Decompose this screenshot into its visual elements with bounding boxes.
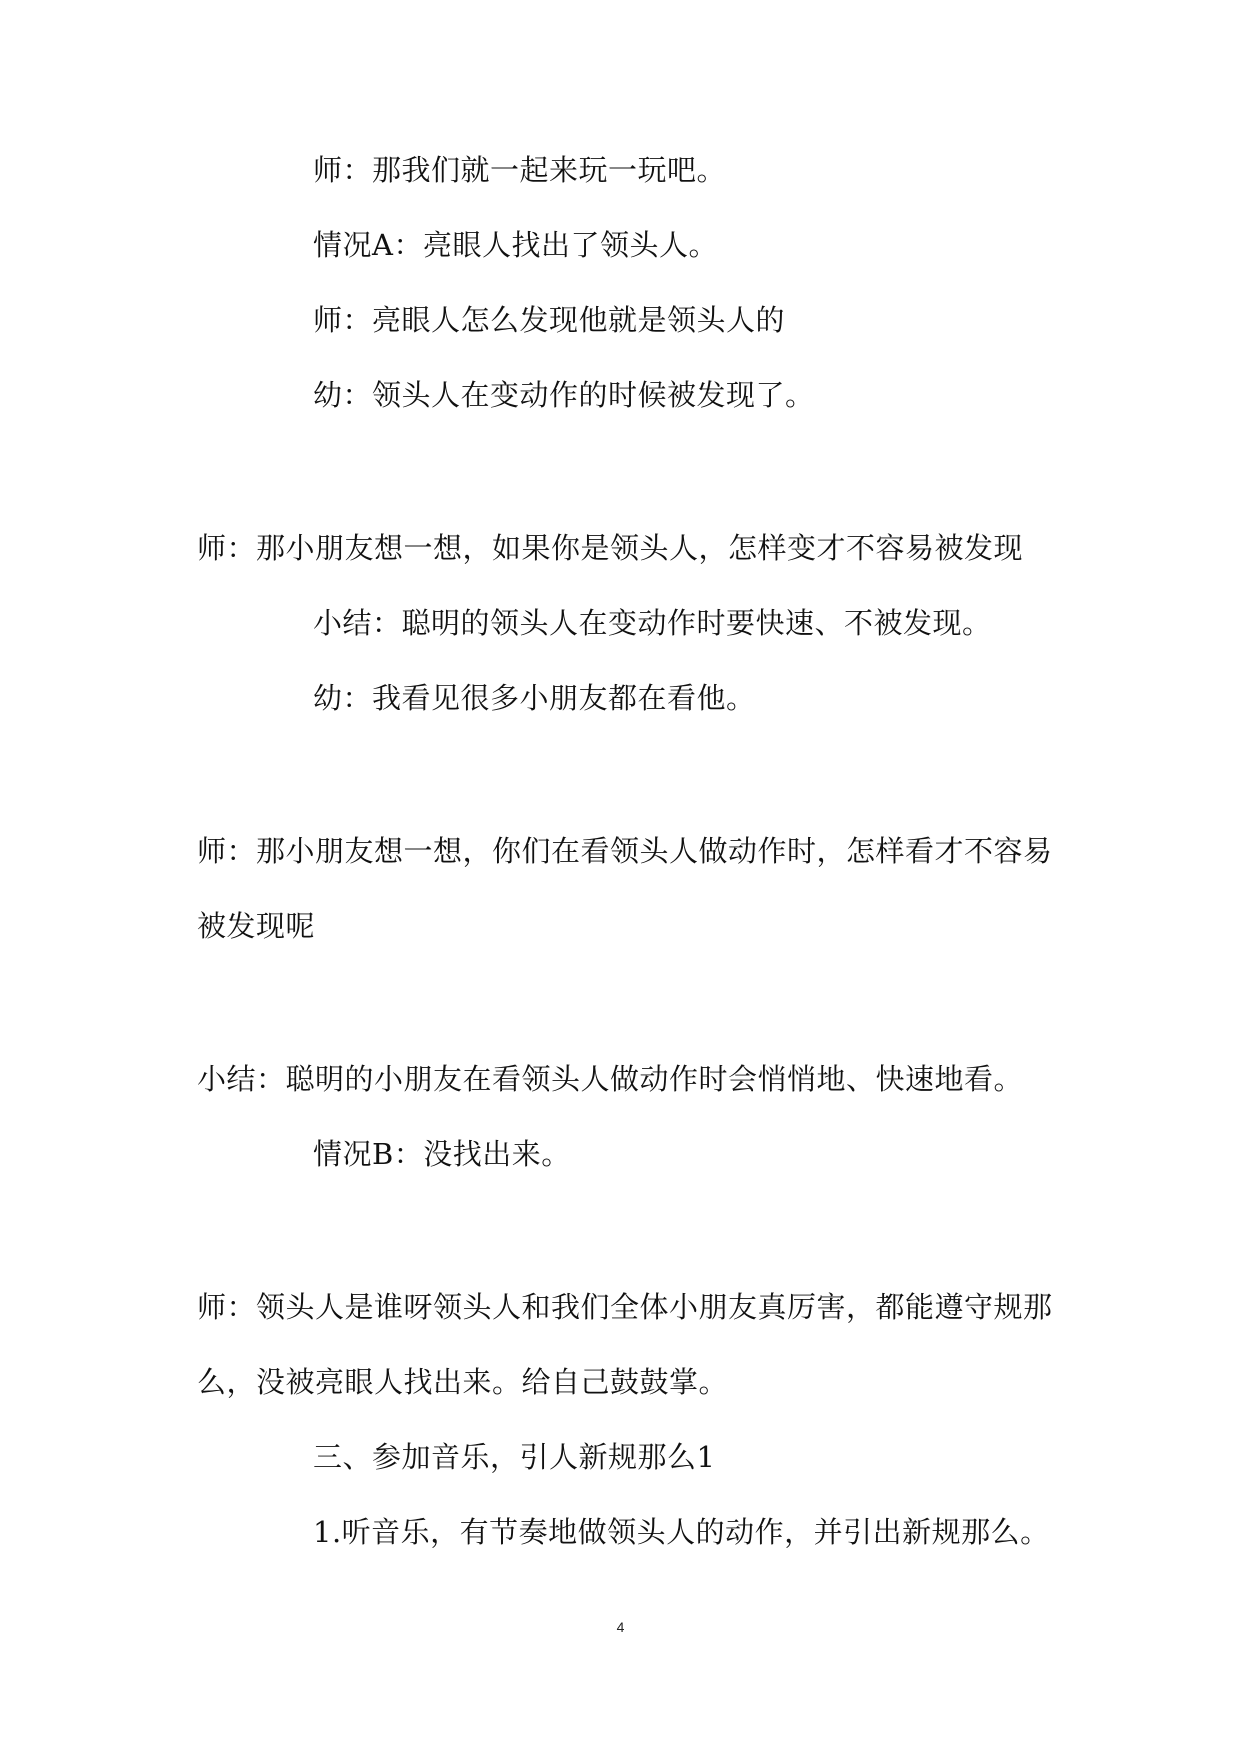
paragraph-line: 情况A：亮眼人找出了领头人。 (313, 228, 718, 262)
paragraph-line: 师：那小朋友想一想，你们在看领头人做动作时，怎样看才不容易 (197, 834, 1053, 868)
paragraph-line: 师：领头人是谁呀领头人和我们全体小朋友真厉害，都能遵守规那 (197, 1290, 1053, 1324)
section-heading: 三、参加音乐，引人新规那么1 (313, 1440, 716, 1474)
paragraph-line: 师：亮眼人怎么发现他就是领头人的 (313, 303, 786, 337)
paragraph-line: 么，没被亮眼人找出来。给自己鼓鼓掌。 (197, 1365, 729, 1399)
paragraph-line: 小结：聪明的小朋友在看领头人做动作时会悄悄地、快速地看。 (197, 1062, 1024, 1096)
paragraph-line: 被发现呢 (197, 909, 316, 943)
page-number: 4 (616, 1619, 625, 1635)
paragraph-line: 师：那我们就一起来玩一玩吧。 (313, 153, 727, 187)
paragraph-line: 幼：我看见很多小朋友都在看他。 (313, 681, 756, 715)
paragraph-line: 小结：聪明的领头人在变动作时要快速、不被发现。 (313, 606, 992, 640)
paragraph-line: 幼：领头人在变动作的时候被发现了。 (313, 378, 815, 412)
paragraph-line: 师：那小朋友想一想，如果你是领头人，怎样变才不容易被发现 (197, 531, 1024, 565)
paragraph-line: 情况B：没找出来。 (313, 1137, 571, 1171)
paragraph-line: 1.听音乐，有节奏地做领头人的动作，并引出新规那么。 (313, 1515, 1050, 1549)
